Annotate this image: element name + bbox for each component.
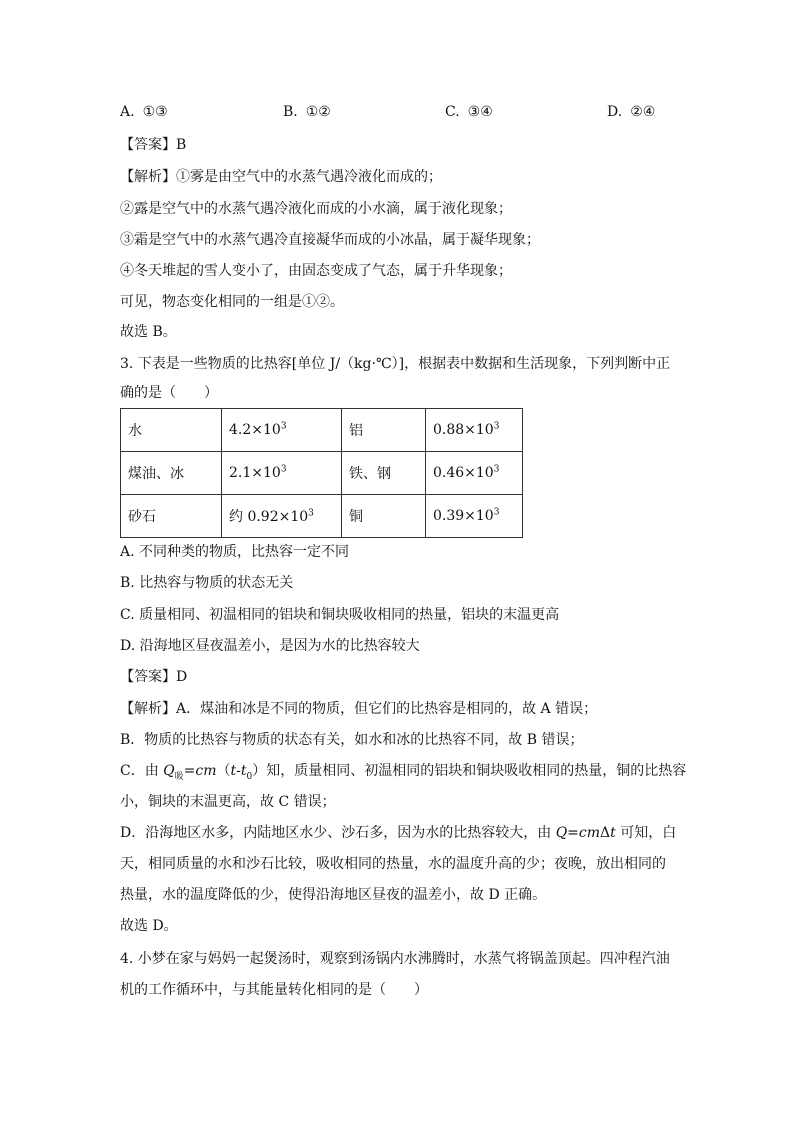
q2-answer: 【答案】B [120,137,187,153]
table-cell: 铝 [342,409,426,452]
q3-option-c: C. 质量相同、初温相同的铝块和铜块吸收相同的热量，铝块的末温更高 [120,607,560,623]
q2-analysis-line: 【解析】①雾是由空气中的水蒸气遇冷液化而成的； [120,169,442,185]
q3-option-a: A. 不同种类的物质，比热容一定不同 [120,544,350,560]
q2-conclusion-line: 可见，物态变化相同的一组是①②。 [120,294,344,310]
q2-option-d: D. ②④ [607,104,656,120]
q3-analysis-c: C．由 $Q_吸=cm(t-t_0)$知，质量相同、初温相同的铝块和铜块吸收相同的热量，铜的比热容 [120,763,687,782]
q3-answer: 【答案】D [120,669,188,685]
q3-analysis-d-cont: 天，相同质量的水和沙石比较，吸收相同的热量，水的温度升高的少；夜晚，放出相同的 [120,856,666,872]
q3-analysis-b: B．物质的比热容与物质的状态有关，如水和冰的比热容不同，故 B 错误； [120,732,584,748]
table-row [121,409,523,452]
table-cell: 铁、钢 [342,452,426,495]
table-cell: 煤油、冰 [121,452,222,495]
q4-stem-line: 4. 小梦在家与妈妈一起煲汤时，观察到汤锅内水沸腾时，水蒸气将锅盖顶起。四冲程汽油 [120,951,670,967]
q2-option-b: B. ①② [283,104,331,120]
q4-stem-line: 机的工作循环中，与其能量转化相同的是（ ） [120,982,428,998]
table-cell: $0.46\times 10^3$ [426,452,523,495]
table-cell: $0.39\times 10^3$ [426,495,523,538]
q3-analysis-d: D．沿海地区水多，内陆地区水少、沙石多，因为水的比热容较大，由 Q=cmΔt 可知，白 [120,825,677,841]
table-row [121,495,523,538]
table-cell: $0.88\times 10^3$ [426,409,523,452]
table-cell: 约 $0.92\times 10^3$ [222,495,342,538]
specific-heat-table [120,408,523,538]
q3-analysis-d-cont: 热量，水的温度降低的少，使得沿海地区昼夜的温差小，故 D 正确。 [120,887,547,903]
q2-option-a: A. ①③ [120,104,168,120]
q2-option-c: C. ③④ [445,104,493,120]
q2-analysis-line: ④冬天堆起的雪人变小了，由固态变成了气态，属于升华现象； [120,263,512,279]
q2-analysis-line: ②露是空气中的水蒸气遇冷液化而成的小水滴，属于液化现象； [120,201,512,217]
q3-stem-line: 3. 下表是一些物质的比热容[单位 J/（kg·℃）]，根据表中数据和生活现象，下列判断中正 [120,356,671,372]
q3-analysis-c-cont: 小，铜块的末温更高，故 C 错误； [120,794,336,810]
q2-analysis-line: ③霜是空气中的水蒸气遇冷直接凝华而成的小冰晶，属于凝华现象； [120,232,540,248]
table-cell: 水 [121,409,222,452]
table-cell: 砂石 [121,495,222,538]
q3-option-b: B. 比热容与物质的状态无关 [120,575,294,591]
q3-final-choice: 故选 D。 [120,918,178,934]
q2-options [120,104,680,122]
q3-analysis-a: 【解析】A．煤油和冰是不同的物质，但它们的比热容是相同的，故 A 错误； [120,701,598,717]
table-cell: 铜 [342,495,426,538]
q2-final-choice: 故选 B。 [120,324,177,340]
table-cell: $4.2\times 10^3$ [222,409,342,452]
table-cell: $2.1\times 10^3$ [222,452,342,495]
q3-stem-line: 确的是（ ） [120,385,218,401]
table-row [121,452,523,495]
q3-option-d: D. 沿海地区昼夜温差小，是因为水的比热容较大 [120,638,420,654]
